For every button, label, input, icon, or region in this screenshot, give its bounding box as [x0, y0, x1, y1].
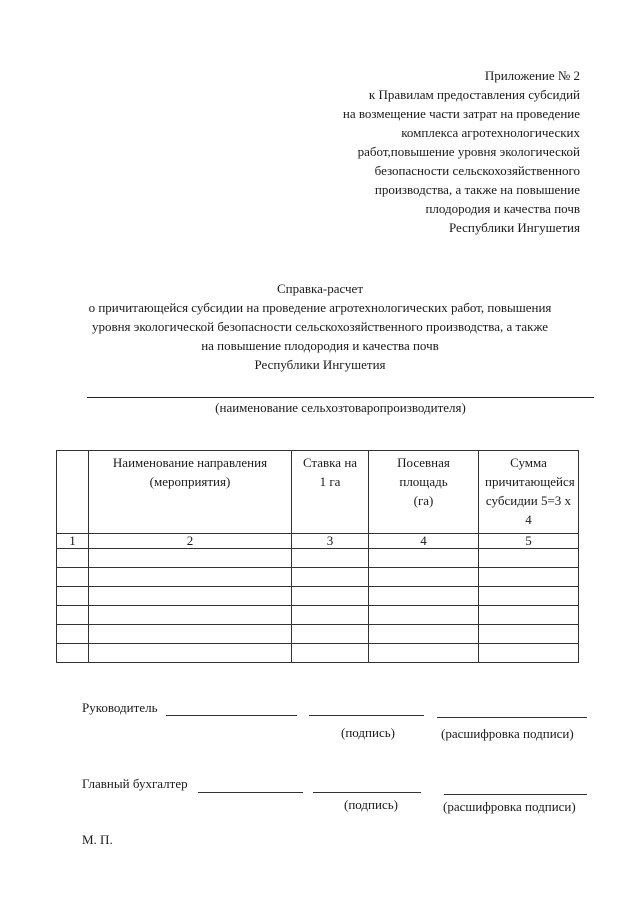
table-cell: [57, 644, 89, 663]
title-line: Справка-расчет: [276, 281, 364, 296]
appendix-line: на возмещение части затрат на проведение: [342, 106, 580, 121]
head-signature-caption: (подпись): [341, 725, 395, 740]
table-cell: [57, 625, 89, 644]
table-cell: [369, 568, 479, 587]
number-cell: 2: [89, 534, 292, 549]
table-cell: [479, 644, 579, 663]
header-cell: Посевная площадь (га): [369, 451, 479, 534]
number-cell: 4: [369, 534, 479, 549]
table-cell: [369, 644, 479, 663]
table-cell: [292, 606, 369, 625]
table-cell: [57, 549, 89, 568]
table-cell: [57, 587, 89, 606]
table-row: [57, 568, 579, 587]
table-cell: [57, 606, 89, 625]
table-row: [57, 549, 579, 568]
table-cell: [89, 568, 292, 587]
appendix-line: к Правилам предоставления субсидий: [368, 87, 580, 102]
accountant-decoding-caption: (расшифровка подписи): [443, 799, 576, 814]
table-cell: [369, 587, 479, 606]
table-cell: [292, 549, 369, 568]
document-title: [0, 279, 640, 374]
appendix-line: безопасности сельскохозяйственного: [374, 163, 580, 178]
table-cell: [292, 644, 369, 663]
table-cell: [89, 644, 292, 663]
table-cell: [369, 625, 479, 644]
appendix-line: плодородия и качества почв: [425, 201, 580, 216]
table-cell: [479, 587, 579, 606]
appendix-line: работ,повышение уровня экологической: [357, 144, 580, 159]
head-decoding-caption: (расшифровка подписи): [441, 726, 574, 741]
number-cell: 1: [57, 534, 89, 549]
appendix-line: комплекса агротехнологических: [401, 125, 580, 140]
accountant-signature-caption: (подпись): [344, 797, 398, 812]
accountant-decoding-line: [444, 780, 587, 795]
accountant-signature-line: [313, 778, 421, 793]
header-cell: [57, 451, 89, 534]
title-line: Республики Ингушетия: [254, 357, 386, 372]
table-cell: [479, 568, 579, 587]
title-line: на повышение плодородия и качества почв: [201, 338, 439, 353]
appendix-line: Приложение № 2: [484, 68, 580, 83]
table-cell: [89, 549, 292, 568]
header-cell: Сумма причитающейся субсидии 5=3 х 4: [479, 451, 579, 534]
table-cell: [292, 587, 369, 606]
table-cell: [479, 606, 579, 625]
table-cell: [479, 549, 579, 568]
head-name-line: [166, 701, 297, 716]
head-decoding-line: [437, 703, 587, 718]
title-line: о причитающейся субсидии на проведение агротехнологических работ, повышения: [88, 300, 552, 315]
table-row: [57, 587, 579, 606]
head-signature-line: [309, 701, 424, 716]
header-cell: Ставка на 1 га: [292, 451, 369, 534]
table-cell: [292, 625, 369, 644]
table-cell: [57, 568, 89, 587]
appendix-line: Республики Ингушетия: [448, 220, 580, 235]
producer-name-line: [87, 397, 594, 398]
table-row: [57, 644, 579, 663]
title-line: уровня экологической безопасности сельскохозяйственного производства, а также: [91, 319, 549, 334]
table-number-row: [57, 534, 579, 549]
number-cell: 3: [292, 534, 369, 549]
producer-name-caption: (наименование сельхозтоваропроизводителя): [215, 400, 466, 415]
table-header-row: [57, 451, 579, 534]
calculation-table: [56, 450, 579, 663]
table-cell: [369, 606, 479, 625]
table-cell: [89, 606, 292, 625]
table-row: [57, 606, 579, 625]
table-cell: [89, 625, 292, 644]
stamp-place: М. П.: [82, 832, 113, 847]
appendix-line: производства, а также на повышение: [374, 182, 580, 197]
appendix-header: [343, 66, 580, 237]
accountant-name-line: [198, 778, 303, 793]
header-cell: Наименование направления (мероприятия): [89, 451, 292, 534]
accountant-label: Главный бухгалтер: [82, 776, 188, 791]
table-cell: [89, 587, 292, 606]
number-cell: 5: [479, 534, 579, 549]
head-label: Руководитель: [82, 700, 158, 715]
table-row: [57, 625, 579, 644]
table-cell: [369, 549, 479, 568]
table-cell: [479, 625, 579, 644]
table-cell: [292, 568, 369, 587]
